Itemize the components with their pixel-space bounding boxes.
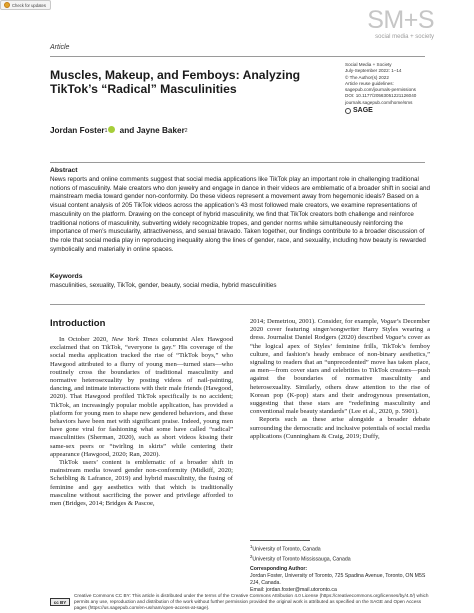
body-paragraph: Reports such as these arise alongside a broader debate surrounding the democratic and inclusive potentials of social media applications (Cunningham & Craig, 2019; Duffy, (250, 416, 430, 440)
affiliation: $^2$University of Toronto Mississauga, Canada (250, 553, 351, 563)
keywords-text: masculinities, sexuality, TikTok, gender, beauty, social media, hybrid masculinities (50, 282, 277, 289)
corresponding-author-heading: Corresponding Author: (250, 566, 308, 573)
body-column-left (50, 336, 233, 508)
author-joiner: and (117, 126, 137, 135)
introduction-heading: Introduction (50, 318, 106, 329)
section-divider (50, 162, 425, 163)
author-line (50, 126, 188, 135)
body-paragraph: TikTok users’ content is emblematic of a broader shift in mainstream media toward gender non-conformity (Midkiff, 2020; Scheibling & Lafrance, 2019) and hybrid masculinity, the fusing of feminine and gay aesthetics with that which is traditionally masculine without sacrificing the power and privilege afforded to men (Bridges, 2014; Bridges & Pascoe, (50, 459, 233, 508)
body-paragraph: 2014; Demetriou, 2001). Consider, for example, Vogue’s December 2020 cover featuring singer/songwriter Harry Styles wearing a dress. Journalist Daniel Rodgers (2020) described Vogue’s cover as “the logical apex of Styles’ feminine frills, TikTok’s femboy culture, and fashion’s heady embrace of non-binary aesthetics,” signaling to readers that an “unprecedented” move has taken place, as men—from cover stars and celebrities to TikTok creators—push against the boundaries of normative masculinity and heterosexuality. Similarly, others draw attention to the rise of Korean pop (K-pop) stars and their androgynous presentation, suggesting that these stars are “redefining masculinity and conventional male beauty standards” (Lee et al., 2020, p. 5901). (250, 318, 430, 416)
journal-logo-mark: SM+S (367, 6, 434, 34)
header-divider (50, 56, 425, 57)
publisher-logo (345, 108, 440, 114)
meta-link[interactable]: sagepub.com/journals-permissions (345, 87, 416, 93)
publisher-name: SAGE (353, 107, 373, 115)
corresponding-author-address: Jordan Foster, University of Toronto, 725 Spadina Avenue, Toronto, ON M5S 2J4, Canada. (250, 573, 426, 587)
journal-logo (367, 8, 434, 40)
meta-line: © The Author(s) 2022 (345, 74, 389, 80)
meta-line: Social Media + Society (345, 62, 392, 67)
author-affiliation-marker: 2 (184, 127, 188, 134)
meta-line: July-September 2022: 1–14 (345, 68, 402, 74)
source-title: Vogue (385, 334, 402, 342)
keywords-heading: Keywords (50, 273, 83, 280)
abstract-heading: Abstract (50, 167, 78, 174)
section-divider (50, 304, 425, 305)
body-column-right (250, 318, 430, 441)
author-name: Jayne Baker (136, 126, 185, 135)
affiliation: $^1$University of Toronto, Canada (250, 544, 321, 553)
sage-icon (345, 108, 351, 114)
journal-logo-subtitle: social media + society (375, 34, 434, 40)
author-affiliation-marker: 1 (104, 127, 108, 134)
footnotes (250, 544, 430, 594)
journal-meta (345, 62, 440, 114)
article-title: Muscles, Makeup, and Femboys: Analyzing TikTok’s “Radical” Masculinities (50, 68, 301, 96)
source-title: New York Times (111, 336, 158, 343)
source-title: Vogue (380, 318, 397, 325)
license-text: Creative Commons CC BY: This article is distributed under the terms of the Creative Commons Attribution 4.0 License (https://creativecommons.org/licenses/by/4.0/) which permits any use, reproduction and distribution of the work without further permission provided the original work is attributed as specified on the SAGE and Open Access pages (https://us.sagepub.com/en-us/nam/open-access-at-sage). (74, 593, 429, 610)
cc-by-license-icon[interactable]: cc BY (50, 598, 70, 606)
abstract-text: News reports and online comments suggest that social media applications like TikTok play an important role in challenging traditional notions of masculinity. Male creators who don jewelry and engage in dance in their videos are emblematic of a broader shift in social and mainstream media toward gender non-conformity. Do these videos represent a movement away from hegemonic ideals? Based on a visual content analysis of 205 TikTok videos across the application’s 43 most followed male creators, we examine representations of masculinity on the platform. Drawing on the concept of hybrid masculinity, we find that TikTok creators both challenge and reinforce traditional notions of masculinity, subverting widely recognizable tropes, and gender norms while simultaneously reinforcing the importance of men’s muscularity, attractiveness, and sexual bravado. Taken together, our findings contribute to a broader discussion of the role that social media play in reproducing inequality along the lines of gender, race, and sexuality, including how beauty is rewarded symbolically and materially in online spaces. (50, 176, 431, 253)
author-name: Jordan Foster (50, 126, 105, 135)
doi-link[interactable]: DOI: 10.1177/20563051221126040 (345, 93, 417, 99)
orcid-icon[interactable] (108, 126, 115, 133)
body-paragraph: In October 2020, New York Times columnist Alex Hawgood exclaimed that on TikTok, “everyone is gay.” His coverage of the social media application tracked the rise of “TikTok boys,” who Hawgood attributed to a flurry of young men—turned stars—who routinely cross the boundaries of traditional masculinity and normative heterosexuality by posting videos of nail-painting, dancing, and intimate interactions with their male friends (Hawgood, 2020). That Hawgood profiled TikTok specifically is no accident; TikTok, an increasingly popular mobile application, has provided a platform for young men to shape new gendered behaviors, and these behaviors have been met with significant praise. Indeed, young men have gone viral for fashioning what some have called “radical” masculinities (Sherman, 2020), such as short videos kissing their same-sex peers or “twirling in skirts” while centering their appearance (Hawgood, 2020; Ran, 2020). (50, 336, 233, 458)
corresponding-author-email[interactable]: Email: jordan.foster@mail.utoronto.ca (250, 587, 337, 593)
update-icon (4, 2, 10, 8)
check-for-updates-label: Check for updates (12, 2, 46, 8)
journal-link[interactable]: journals.sagepub.com/home/sms (345, 99, 413, 105)
article-type-label: Article (50, 44, 70, 51)
check-for-updates-badge[interactable] (0, 0, 51, 10)
footnote-divider (250, 540, 310, 541)
meta-line: Article reuse guidelines: (345, 80, 394, 86)
